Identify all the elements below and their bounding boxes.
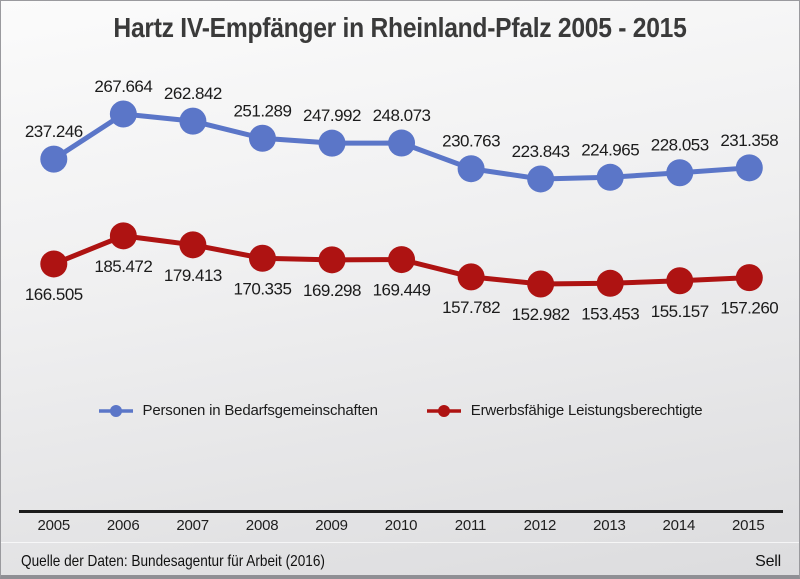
data-label: 228.053 <box>650 135 709 155</box>
legend-label: Erwerbsfähige Leistungsberechtigte <box>470 402 703 419</box>
data-point <box>736 264 763 291</box>
data-label: 267.664 <box>94 77 153 96</box>
chart-title: Hartz IV-Empfänger in Rheinland-Pfalz 2005 - 2015 <box>113 12 687 43</box>
data-label: 170.335 <box>233 279 292 299</box>
author-text: Sell <box>755 553 781 570</box>
data-label: 231.358 <box>720 130 779 150</box>
x-tick-label: 2008 <box>245 517 279 534</box>
data-label: 248.073 <box>372 106 431 126</box>
data-label: 153.453 <box>581 304 640 324</box>
data-label: 169.298 <box>303 280 361 300</box>
data-label: 169.449 <box>372 280 431 300</box>
x-tick-label: 2015 <box>731 517 765 534</box>
footer <box>21 553 781 571</box>
data-label: 166.505 <box>24 284 83 304</box>
data-point <box>40 250 67 277</box>
series-line-1 <box>54 236 750 284</box>
x-tick-label: 2006 <box>106 517 140 534</box>
x-tick-label: 2011 <box>454 517 487 534</box>
footer-divider <box>1 542 799 543</box>
legend <box>1 402 799 419</box>
x-tick-label: 2013 <box>593 517 626 534</box>
x-axis-line <box>19 510 783 513</box>
line-chart <box>1 1 800 546</box>
data-point <box>388 130 415 157</box>
data-point <box>249 245 276 272</box>
data-point <box>388 246 415 273</box>
data-label: 224.965 <box>581 140 640 160</box>
data-point <box>40 146 67 173</box>
data-label: 179.413 <box>163 265 222 285</box>
data-label: 247.992 <box>303 106 361 126</box>
data-point <box>319 130 346 157</box>
x-tick-label: 2009 <box>315 517 348 534</box>
data-point <box>597 164 624 191</box>
data-label: 155.157 <box>650 301 709 321</box>
data-label: 185.472 <box>94 256 153 276</box>
x-tick-label: 2005 <box>37 517 71 534</box>
series-line-0 <box>54 114 750 179</box>
data-point <box>110 222 137 249</box>
data-label: 157.782 <box>442 297 501 317</box>
blue-line-marker-icon <box>98 404 134 418</box>
data-point <box>179 108 206 135</box>
data-point <box>249 125 276 152</box>
legend-label: Personen in Bedarfsgemeinschaften <box>142 402 378 419</box>
data-label: 237.246 <box>24 122 83 142</box>
data-label: 223.843 <box>511 141 570 161</box>
red-line-marker-icon <box>426 404 462 418</box>
data-point <box>527 165 554 192</box>
data-point <box>179 231 206 258</box>
data-label: 251.289 <box>233 101 292 121</box>
x-axis-ticks <box>19 517 783 534</box>
data-label: 157.260 <box>720 298 779 318</box>
x-tick-label: 2012 <box>523 517 557 534</box>
x-tick-label: 2007 <box>176 517 209 534</box>
x-tick-label: 2014 <box>662 517 696 534</box>
data-point <box>666 267 693 294</box>
data-label: 262.842 <box>163 84 222 104</box>
legend-item-bedarfsgemeinschaften <box>98 402 378 419</box>
data-label: 230.763 <box>442 131 501 151</box>
data-point <box>458 263 485 290</box>
data-source-text: Quelle der Daten: Bundesagentur für Arbeit (2016) <box>21 553 325 570</box>
data-point <box>736 154 763 181</box>
data-point <box>110 101 137 128</box>
data-point <box>527 271 554 298</box>
data-point <box>319 246 346 273</box>
data-point <box>666 159 693 186</box>
x-tick-label: 2010 <box>384 517 418 534</box>
data-label: 152.982 <box>511 305 570 324</box>
data-point <box>458 155 485 182</box>
data-point <box>597 270 624 297</box>
legend-item-leistungsberechtigte <box>426 402 703 419</box>
